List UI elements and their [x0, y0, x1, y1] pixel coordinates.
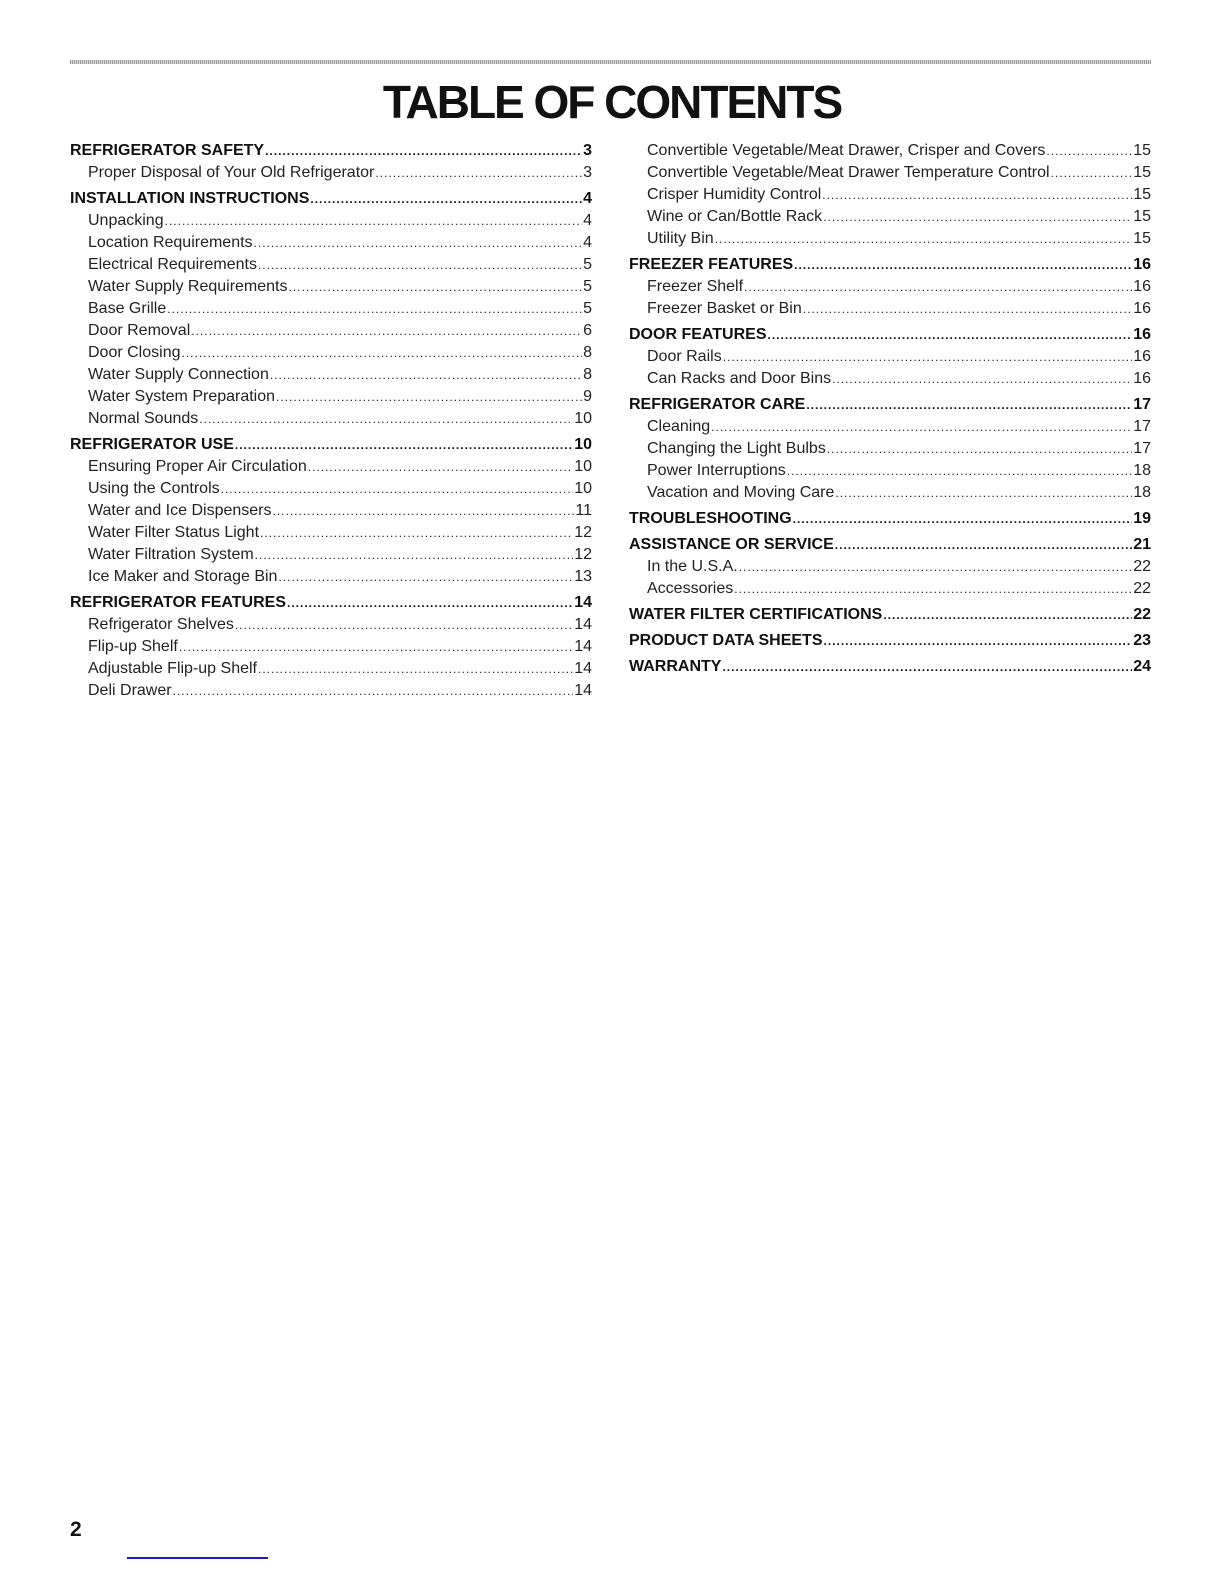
- toc-section-entry[interactable]: [70, 592, 592, 614]
- entry-label: Adjustable Flip-up Shelf: [88, 660, 257, 677]
- dot-leader: [827, 438, 1132, 460]
- dot-leader: [723, 346, 1133, 368]
- toc-subsection-entry[interactable]: [629, 184, 1151, 206]
- toc-section-entry[interactable]: [629, 394, 1151, 416]
- toc-subsection-entry[interactable]: [629, 368, 1151, 390]
- toc-subsection-entry[interactable]: [629, 206, 1151, 228]
- entry-page-number: 12: [574, 546, 592, 563]
- dot-leader: [181, 342, 582, 364]
- entry-label: WATER FILTER CERTIFICATIONS: [629, 606, 883, 623]
- toc-subsection-entry[interactable]: [70, 298, 592, 320]
- toc-subsection-entry[interactable]: [629, 346, 1151, 368]
- entry-label: REFRIGERATOR SAFETY: [70, 142, 265, 159]
- dot-leader: [191, 320, 582, 342]
- toc-subsection-entry[interactable]: [629, 140, 1151, 162]
- entry-page-number: 15: [1133, 186, 1151, 203]
- entry-label: Freezer Basket or Bin: [647, 300, 802, 317]
- entry-label: Using the Controls: [88, 480, 220, 497]
- entry-page-number: 18: [1133, 462, 1151, 479]
- toc-subsection-entry[interactable]: [629, 298, 1151, 320]
- entry-page-number: 16: [1133, 326, 1151, 343]
- entry-page-number: 17: [1133, 396, 1151, 413]
- dot-leader: [260, 522, 573, 544]
- dot-leader: [167, 298, 582, 320]
- entry-page-number: 23: [1133, 632, 1151, 649]
- entry-label: Power Interruptions: [647, 462, 786, 479]
- entry-label: Water Filtration System: [88, 546, 254, 563]
- dot-leader: [375, 162, 582, 184]
- entry-label: Convertible Vegetable/Meat Drawer Temperature Control: [647, 164, 1050, 181]
- dot-leader: [289, 276, 583, 298]
- dot-leader: [803, 298, 1132, 320]
- entry-page-number: 14: [574, 594, 592, 611]
- dot-leader: [787, 460, 1132, 482]
- dot-leader: [308, 456, 573, 478]
- entry-page-number: 14: [574, 660, 592, 677]
- entry-page-number: 9: [583, 388, 592, 405]
- dot-leader: [258, 254, 582, 276]
- entry-label: Crisper Humidity Control: [647, 186, 822, 203]
- toc-subsection-entry[interactable]: [70, 232, 592, 254]
- entry-label: Electrical Requirements: [88, 256, 257, 273]
- entry-label: Normal Sounds: [88, 410, 199, 427]
- toc-subsection-entry[interactable]: [70, 456, 592, 478]
- entry-label: Door Closing: [88, 344, 181, 361]
- toc-subsection-entry[interactable]: [70, 276, 592, 298]
- toc-section-entry[interactable]: [629, 630, 1151, 652]
- toc-subsection-entry[interactable]: [70, 478, 592, 500]
- entry-page-number: 11: [575, 502, 592, 519]
- entry-page-number: 21: [1133, 536, 1151, 553]
- entry-label: Vacation and Moving Care: [647, 484, 835, 501]
- entry-page-number: 16: [1133, 300, 1151, 317]
- toc-subsection-entry[interactable]: [70, 680, 592, 702]
- entry-page-number: 15: [1133, 230, 1151, 247]
- entry-label: REFRIGERATOR USE: [70, 436, 234, 453]
- dot-leader: [179, 636, 573, 658]
- entry-label: DOOR FEATURES: [629, 326, 767, 343]
- page-number: 2: [70, 1518, 82, 1541]
- dot-leader: [255, 544, 574, 566]
- dot-leader: [883, 604, 1132, 626]
- dot-leader: [832, 368, 1132, 390]
- toc-subsection-entry[interactable]: [629, 276, 1151, 298]
- dot-leader: [254, 232, 583, 254]
- entry-page-number: 22: [1133, 580, 1151, 597]
- entry-page-number: 10: [574, 410, 592, 427]
- entry-label: Water Supply Connection: [88, 366, 269, 383]
- toc-subsection-entry[interactable]: [629, 578, 1151, 600]
- dot-leader: [258, 658, 573, 680]
- entry-label: Unpacking: [88, 212, 164, 229]
- toc-subsection-entry[interactable]: [629, 228, 1151, 250]
- entry-label: Ensuring Proper Air Circulation: [88, 458, 307, 475]
- entry-page-number: 15: [1133, 208, 1151, 225]
- toc-subsection-entry[interactable]: [70, 544, 592, 566]
- toc-subsection-entry[interactable]: [70, 320, 592, 342]
- toc-subsection-entry[interactable]: [70, 386, 592, 408]
- dot-leader: [221, 478, 574, 500]
- entry-page-number: 4: [583, 212, 592, 229]
- dot-leader: [1051, 162, 1133, 184]
- entry-label: Door Rails: [647, 348, 722, 365]
- entry-label: Ice Maker and Storage Bin: [88, 568, 278, 585]
- toc-right-column: [629, 140, 1151, 678]
- dot-leader: [734, 578, 1132, 600]
- dot-leader: [278, 566, 573, 588]
- entry-page-number: 4: [583, 234, 592, 251]
- dot-leader: [744, 276, 1132, 298]
- dot-leader: [835, 482, 1132, 504]
- toc-subsection-entry[interactable]: [70, 658, 592, 680]
- toc-subsection-entry[interactable]: [70, 636, 592, 658]
- entry-page-number: 4: [583, 190, 592, 207]
- entry-label: Base Grille: [88, 300, 167, 317]
- dot-leader: [272, 500, 574, 522]
- entry-page-number: 10: [574, 480, 592, 497]
- entry-page-number: 3: [583, 164, 592, 181]
- toc-subsection-entry[interactable]: [629, 556, 1151, 578]
- dot-leader: [715, 228, 1133, 250]
- entry-label: Changing the Light Bulbs: [647, 440, 826, 457]
- entry-label: INSTALLATION INSTRUCTIONS: [70, 190, 310, 207]
- toc-subsection-entry[interactable]: [629, 460, 1151, 482]
- entry-label: Deli Drawer: [88, 682, 172, 699]
- dot-leader: [823, 630, 1132, 652]
- dot-leader: [199, 408, 573, 430]
- entry-label: Water System Preparation: [88, 388, 276, 405]
- entry-page-number: 22: [1133, 558, 1151, 575]
- entry-label: WARRANTY: [629, 658, 722, 675]
- dot-leader: [822, 184, 1132, 206]
- dot-leader: [711, 416, 1132, 438]
- entry-page-number: 17: [1133, 440, 1151, 457]
- entry-page-number: 15: [1133, 142, 1151, 159]
- dot-leader: [806, 394, 1132, 416]
- toc-subsection-entry[interactable]: [70, 522, 592, 544]
- toc-subsection-entry[interactable]: [629, 438, 1151, 460]
- entry-page-number: 5: [583, 256, 592, 273]
- entry-label: Proper Disposal of Your Old Refrigerator: [88, 164, 375, 181]
- toc-subsection-entry[interactable]: [70, 500, 592, 522]
- entry-page-number: 12: [574, 524, 592, 541]
- toc-subsection-entry[interactable]: [70, 614, 592, 636]
- entry-label: Water and Ice Dispensers: [88, 502, 272, 519]
- entry-page-number: 18: [1133, 484, 1151, 501]
- entry-label: Utility Bin: [647, 230, 714, 247]
- dot-leader: [287, 592, 573, 614]
- entry-label: Flip-up Shelf: [88, 638, 178, 655]
- dot-leader: [794, 254, 1132, 276]
- entry-page-number: 22: [1133, 606, 1151, 623]
- dot-leader: [823, 206, 1132, 228]
- page-title: TABLE OF CONTENTS: [382, 76, 842, 128]
- entry-page-number: 10: [574, 436, 592, 453]
- entry-label: Freezer Shelf: [647, 278, 744, 295]
- entry-page-number: 10: [574, 458, 592, 475]
- toc-section-entry[interactable]: [629, 508, 1151, 530]
- toc-section-entry[interactable]: [70, 188, 592, 210]
- entry-label: In the U.S.A.: [647, 558, 738, 575]
- dot-leader: [235, 434, 573, 456]
- entry-label: REFRIGERATOR CARE: [629, 396, 806, 413]
- entry-page-number: 5: [583, 278, 592, 295]
- entry-page-number: 5: [583, 300, 592, 317]
- entry-label: Refrigerator Shelves: [88, 616, 234, 633]
- entry-page-number: 6: [583, 322, 592, 339]
- entry-page-number: 16: [1133, 278, 1151, 295]
- toc-subsection-entry[interactable]: [70, 210, 592, 232]
- dot-leader: [270, 364, 582, 386]
- entry-label: Door Removal: [88, 322, 191, 339]
- toc-subsection-entry[interactable]: [629, 416, 1151, 438]
- entry-page-number: 8: [583, 344, 592, 361]
- entry-label: Location Requirements: [88, 234, 253, 251]
- entry-label: Convertible Vegetable/Meat Drawer, Crisper and Covers: [647, 142, 1046, 159]
- dot-leader: [767, 324, 1132, 346]
- entry-label: Wine or Can/Bottle Rack: [647, 208, 823, 225]
- toc-subsection-entry[interactable]: [70, 408, 592, 430]
- toc-section-entry[interactable]: [70, 140, 592, 162]
- dot-leader: [310, 188, 582, 210]
- entry-label: Can Racks and Door Bins: [647, 370, 832, 387]
- entry-page-number: 14: [574, 682, 592, 699]
- toc-subsection-entry[interactable]: [70, 364, 592, 386]
- entry-page-number: 17: [1133, 418, 1151, 435]
- entry-page-number: 15: [1133, 164, 1151, 181]
- entry-page-number: 14: [574, 638, 592, 655]
- footer-rule: [127, 1557, 268, 1559]
- entry-page-number: 16: [1133, 370, 1151, 387]
- toc-subsection-entry[interactable]: [70, 254, 592, 276]
- entry-label: REFRIGERATOR FEATURES: [70, 594, 287, 611]
- toc-subsection-entry[interactable]: [629, 162, 1151, 184]
- toc-subsection-entry[interactable]: [70, 162, 592, 184]
- dot-leader: [835, 534, 1132, 556]
- dot-leader: [235, 614, 573, 636]
- entry-label: Water Filter Status Light: [88, 524, 260, 541]
- toc-section-entry[interactable]: [70, 434, 592, 456]
- toc-section-entry[interactable]: [629, 656, 1151, 678]
- entry-page-number: 24: [1133, 658, 1151, 675]
- entry-page-number: 3: [583, 142, 592, 159]
- dot-leader: [722, 656, 1132, 678]
- dot-leader: [165, 210, 582, 232]
- entry-page-number: 19: [1133, 510, 1151, 527]
- entry-label: Cleaning: [647, 418, 711, 435]
- entry-page-number: 16: [1133, 348, 1151, 365]
- toc-subsection-entry[interactable]: [70, 566, 592, 588]
- entry-page-number: 13: [574, 568, 592, 585]
- entry-label: Water Supply Requirements: [88, 278, 288, 295]
- toc-section-entry[interactable]: [629, 254, 1151, 276]
- entry-label: TROUBLESHOOTING: [629, 510, 792, 527]
- dot-leader: [265, 140, 582, 162]
- toc-subsection-entry[interactable]: [70, 342, 592, 364]
- toc-subsection-entry[interactable]: [629, 482, 1151, 504]
- entry-page-number: 8: [583, 366, 592, 383]
- toc-section-entry[interactable]: [629, 604, 1151, 626]
- entry-label: Accessories: [647, 580, 734, 597]
- entry-label: FREEZER FEATURES: [629, 256, 794, 273]
- dot-leader: [1046, 140, 1132, 162]
- dot-leader: [793, 508, 1133, 530]
- dot-leader: [173, 680, 574, 702]
- entry-label: ASSISTANCE OR SERVICE: [629, 536, 834, 553]
- entry-page-number: 16: [1133, 256, 1151, 273]
- entry-page-number: 14: [574, 616, 592, 633]
- dot-leader: [739, 556, 1132, 578]
- toc-left-column: [70, 140, 592, 702]
- toc-section-entry[interactable]: [629, 324, 1151, 346]
- dot-leader: [276, 386, 582, 408]
- toc-section-entry[interactable]: [629, 534, 1151, 556]
- entry-label: PRODUCT DATA SHEETS: [629, 632, 823, 649]
- header-rule: [70, 60, 1151, 64]
